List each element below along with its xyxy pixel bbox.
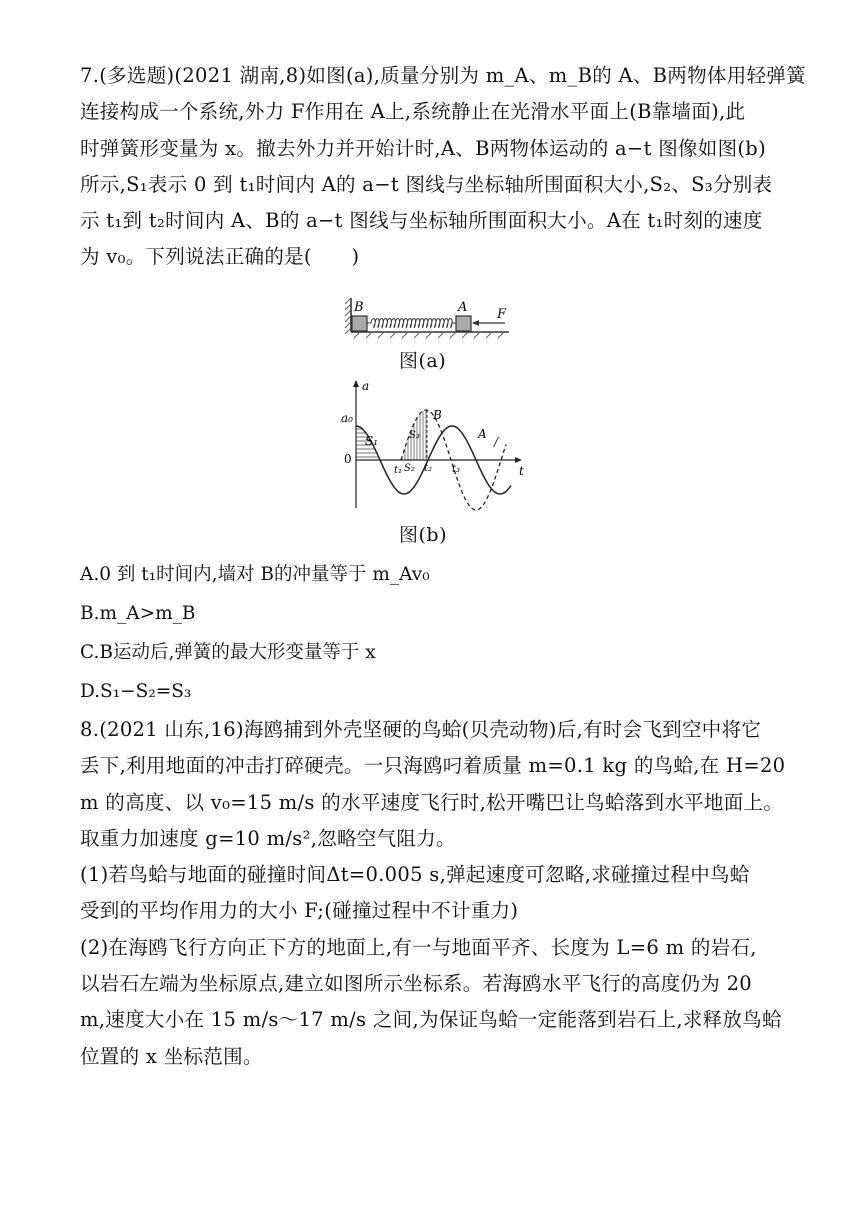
- q8-line: m 的高度、以 v₀=15 m/s 的水平速度飞行时,松开嘴巴让鸟蛤落到水平地面上。: [80, 790, 784, 814]
- wall-hatching: [345, 298, 351, 334]
- q8-stem: [80, 712, 786, 1075]
- floor-hatching: [354, 332, 504, 338]
- q8-line: 取重力加速度 g=10 m/s²,忽略空气阻力。: [80, 826, 456, 850]
- curve-a-label: A: [478, 427, 487, 441]
- s1-label: S₁: [365, 434, 379, 448]
- a-axis-arrow: [353, 380, 359, 387]
- q8-line: 受到的平均作用力的大小 F;(碰撞过程中不计重力): [80, 899, 519, 923]
- q7-line: 时弹簧形变量为 x。撤去外力并开始计时,A、B两物体运动的 a−t 图像如图(b): [80, 136, 767, 160]
- q8-line: (2)在海鸥飞行方向正下方的地面上,有一与地面平齐、长度为 L=6 m 的岩石,: [80, 935, 757, 959]
- a0-label: a₀: [341, 411, 353, 425]
- s3-label: S₃: [409, 430, 420, 441]
- axis-t-label: t: [519, 464, 524, 478]
- t-axis-arrow: [515, 457, 522, 463]
- q8-line: 以岩石左端为坐标原点,建立如图所示坐标系。若海鸥水平飞行的高度仍为 20: [80, 972, 753, 996]
- option-a: A.0 到 t₁时间内,墙对 B的冲量等于 m_Av₀: [80, 564, 430, 585]
- force-arrowhead: [472, 320, 479, 326]
- q8-line: 位置的 x 坐标范围。: [80, 1044, 263, 1068]
- label-f: F: [497, 307, 507, 322]
- figure-a-caption: 图(a): [399, 350, 447, 372]
- label-b: B: [354, 300, 364, 315]
- axis-a-label: a: [362, 379, 370, 393]
- q8-line: 8.(2021 山东,16)海鸥捕到外壳坚硬的鸟蛤(贝壳动物)后,有时会飞到空中将它: [80, 718, 762, 741]
- q7-stem: [80, 58, 806, 276]
- figure-a-spring-system: [342, 292, 512, 344]
- q8-line: (1)若鸟蛤与地面的碰撞时间Δt=0.005 s,弹起速度可忽略,求碰撞过程中鸟蛤: [80, 863, 750, 887]
- label-a: A: [458, 300, 468, 315]
- block-b: [352, 316, 367, 331]
- figure-b-a-t-graph: [338, 378, 528, 512]
- q7-line: 为 v₀。下列说法正确的是( ): [80, 245, 360, 269]
- block-a: [456, 316, 471, 331]
- t3-label: t₃: [452, 464, 461, 475]
- q7-line: 所示,S₁表示 0 到 t₁时间内 A的 a−t 图线与坐标轴所围面积大小,S₂、S₃分别表: [80, 172, 773, 196]
- s2-label: S₂: [404, 463, 415, 474]
- option-d: D.S₁−S₂=S₃: [80, 681, 192, 702]
- q8-line: m,速度大小在 15 m/s～17 m/s 之间,为保证鸟蛤一定能落到岩石上,求释放鸟蛤: [80, 1008, 782, 1032]
- origin-label: 0: [344, 452, 352, 466]
- figure-b-caption: 图(b): [399, 524, 447, 546]
- q7-line: 示 t₁到 t₂时间内 A、B的 a−t 图线与坐标轴所围面积大小。A在 t₁时刻的速度: [80, 209, 763, 233]
- q7-line: 7.(多选题)(2021 湖南,8)如图(a),质量分别为 m_A、m_B的 A、B两物体用轻弹簧: [80, 64, 806, 87]
- spring: [367, 319, 456, 328]
- curve-end-mark-icon: /: [494, 435, 499, 449]
- q7-line: 连接构成一个系统,外力 F作用在 A上,系统静止在光滑水平面上(B靠墙面),此: [80, 100, 746, 124]
- q8-line: 丢下,利用地面的冲击打碎硬壳。一只海鸥叼着质量 m=0.1 kg 的鸟蛤,在 H=20: [80, 754, 786, 778]
- curve-b-label: B: [433, 408, 442, 422]
- t2-label: t₂: [424, 463, 433, 474]
- option-c: C.B运动后,弹簧的最大形变量等于 x: [80, 642, 376, 663]
- option-b: B.m_A>m_B: [80, 603, 196, 624]
- t1-label: t₁: [394, 465, 403, 476]
